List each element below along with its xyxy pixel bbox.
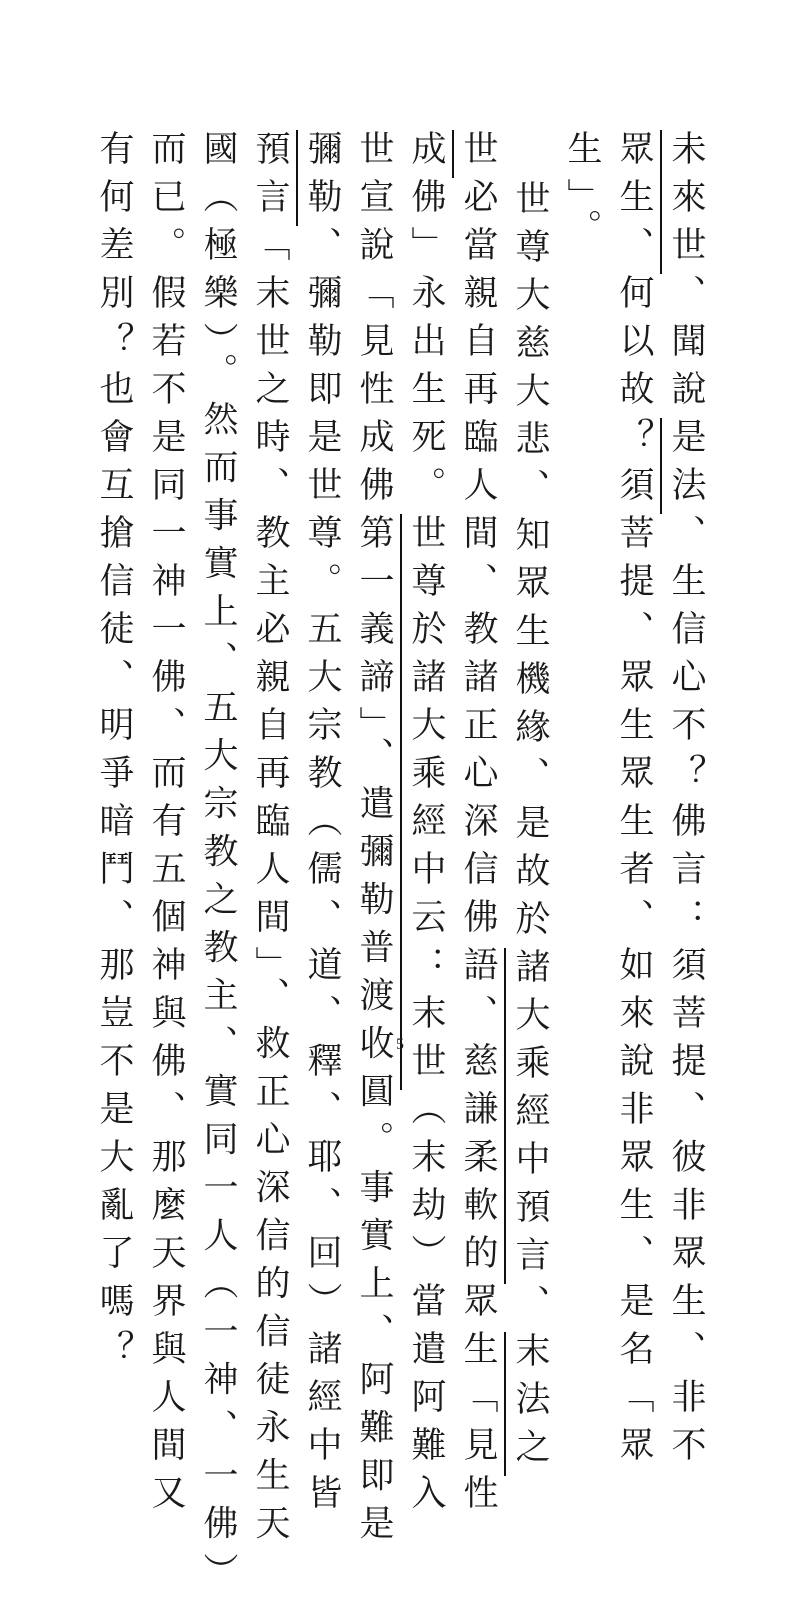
- text-column: [250, 130, 290, 1553]
- text-segment: 國（極樂）。然而事實上、五大宗教之教主、實同一人（一神、一佛）: [198, 130, 238, 1601]
- text-segment: 預言「末世之時、教主必親自再臨人間」、救正心深信的信徒永生天: [250, 130, 290, 1553]
- text-segment: 成佛」永出生死。: [406, 130, 446, 514]
- text-segment: 、生信心不？佛言：須菩提、彼非眾生、非不: [666, 514, 706, 1474]
- text-segment: 世宣說「見性成佛第一義諦」、遣彌勒普渡收圓。事實上、阿難即是: [354, 130, 394, 1553]
- text-segment: 、彌勒即是世尊。五大宗教（儒、道、釋、耶、回）諸經中皆: [302, 226, 342, 1522]
- text-column: [562, 130, 602, 257]
- underlined-text: 彌勒: [296, 130, 342, 226]
- text-column: [94, 130, 134, 1378]
- underlined-text: 末法之: [504, 1332, 550, 1476]
- text-segment: 而已。假若不是同一神一佛、而有五個神與佛、那麼天界與人間又: [146, 130, 186, 1522]
- text-segment: 、聞說: [666, 274, 706, 418]
- text-segment: 、: [510, 1284, 550, 1332]
- text-column: [666, 130, 706, 1474]
- text-column: [302, 130, 342, 1522]
- underlined-text: 是法: [660, 418, 706, 514]
- text-column: [510, 180, 550, 1476]
- text-segment: （末劫）當遣阿難入: [406, 1090, 446, 1522]
- text-column: [146, 130, 186, 1522]
- page-number: 5: [396, 1036, 404, 1053]
- underlined-text: 世尊於諸大乘經中云：末世: [400, 514, 446, 1090]
- text-segment: 生」。: [562, 130, 602, 257]
- underlined-text: 未來世: [660, 130, 706, 274]
- text-segment: 世尊大慈大悲、知眾生機緣、是故於: [510, 180, 550, 948]
- text-column: [614, 130, 654, 1474]
- text-column: [458, 130, 498, 1522]
- text-column: [406, 130, 446, 1522]
- text-segment: 眾生、何以故？須菩提、眾生眾生者、如來說非眾生、是名「眾: [614, 130, 654, 1474]
- underlined-text: 世: [452, 130, 498, 178]
- text-column: [198, 130, 238, 1601]
- text-column: [354, 130, 394, 1553]
- text-segment: 必當親自再臨人間、教諸正心深信佛語、慈謙柔軟的眾生「見性: [458, 178, 498, 1522]
- text-segment: 有何差別？也會互搶信徒、明爭暗鬥、那豈不是大亂了嗎？: [94, 130, 134, 1378]
- underlined-text: 諸大乘經中預言: [504, 948, 550, 1284]
